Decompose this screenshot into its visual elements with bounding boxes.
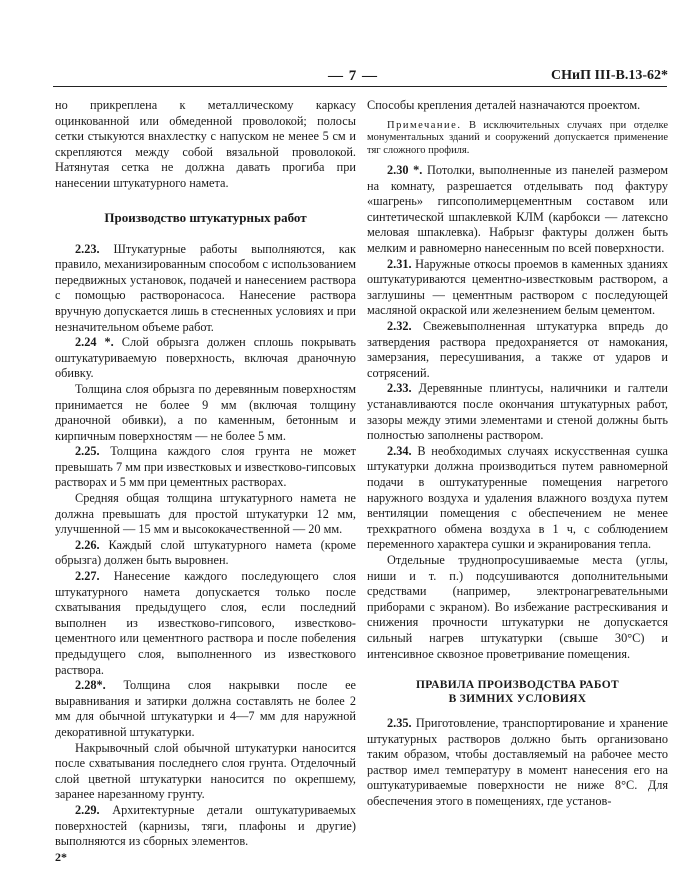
document-code: СНиП III-В.13-62* [551,68,668,83]
clause-number: 2.31. [387,256,412,271]
clause-number: 2.32. [387,319,412,334]
paragraph-2-26 [55,538,356,569]
clause-text: Слой обрызга должен сплошь покрывать оштукатуриваемую поверхность, включая драночную обивку. [55,335,356,381]
clause-number: 2.27. [75,569,100,584]
clause-text: Каждый слой штукатурного намета (кроме обрызга) должен быть выровнен. [55,537,357,568]
paragraph-2-23 [55,242,356,336]
page-number: — 7 — [328,68,378,84]
clause-number: 2.28*. [75,678,106,693]
paragraph-2-25 [55,444,356,491]
signature-mark: 2* [55,849,67,864]
clause-number: 2.24 *. [75,335,114,350]
paragraph-continuation: Способы крепления деталей назначаются проектом. [367,98,641,112]
clause-text: Архитектурные детали оштукатуриваемых поверхностей (карнизы, тяги, плафоны и другие) выполняются из сборных элементов. [55,802,356,849]
clause-text: Нанесение каждого последующего слоя штукатурного намета допускается только после схватывания предыдущего слоя, если последний выполнен из известково-гипсового, известково-цементного или цементного раствора и после побеления предыдущего слоя, выполненного из известкового раствора. [55,569,356,677]
section-title-winter [367,678,668,706]
clause-text: Свежевыполненная штукатурка впредь до затвердения раствора предохраняется от намокания, замерзания, пересушивания, а также от ударов и сотрясений. [367,319,669,380]
right-column [367,98,668,810]
clause-text: Потолки, выполненные из панелей размером на комнату, разрешается отделывать под фактуру «шагрень» гипсополимерцементным составом или синтетической шпаклевкой КЛМ (карбокси — латексно меловая шпаклевка). Набрызг фактуры должен быть мелким и равномерно нанесенным по всей поверхности. [367,163,668,256]
clause-number: 2.35. [387,716,412,731]
clause-number: 2.23. [75,241,100,256]
paragraph-2-34 [367,444,668,553]
note [367,120,668,158]
paragraph-2-34-b: Отдельные труднопросушиваемые места (углы, ниши и т. п.) подсушиваются дополнительными средствами (например, электронагревательными приборами с экраном). Во избежание растрескивания и снижения прочности штукатурки не допускается сильный нагрев штукатурки (свыше 30°С) и интенсивное сквозное проветривание помещения. [367,552,668,661]
paragraph-2-24-b: Толщина слоя обрызга по деревянным поверхностям принимается не более 9 мм (включая толщину драночной обивки), а по каменным, бетонным и кирпичным поверхностям — не более 5 мм. [55,381,356,443]
paragraph-2-32 [367,319,668,381]
note-text: В исключительных случаях при отделке монументальных зданий и сооружений допускается применение тяг сложного профиля. [367,119,668,156]
paragraph-2-35 [367,716,668,810]
section-title-line: В ЗИМНИХ УСЛОВИЯХ [448,693,587,706]
clause-number: 2.30 *. [387,163,423,178]
clause-number: 2.25. [75,444,100,459]
paragraph-2-24 [55,335,356,382]
left-column [55,98,356,865]
paragraph-continuation: но прикреплена к металлическому каркасу оцинкованной или обмеденной проволокой; полосы сетки стыкуются внахлестку с напуском не менее 5 см и скрепляются между собой вязальной проволокой. Натянутая сетка не должна давать прогиба при нанесении штукатурного намета. [55,98,356,190]
clause-text: Приготовление, транспортирование и хранение штукатурных растворов должно быть организовано таким образом, чтобы доставляемый на рабочее место раствор имел температуру в момент нанесения его на оштукатуриваемые поверхности не ниже 8°С. Для обеспечения этого в помещениях, где установ- [367,716,668,809]
clause-number: 2.29. [75,802,100,817]
paragraph-2-33 [367,381,668,443]
clause-text: Деревянные плинтусы, наличники и галтели устанавливаются после окончания штукатурных работ, зазоры между этими элементами и стеной должны быть полностью заполнены раствором. [367,381,668,443]
clause-number: 2.34. [387,443,412,458]
clause-text: Наружные откосы проемов в каменных зданиях оштукатуриваются цементно-известковым раствором, а заглушины — цементным раствором с последующей масляной окраской или железнением белым цементом. [367,256,669,318]
header-rule [53,86,667,87]
clause-text: Толщина каждого слоя грунта не может превышать 7 мм при известковых и известково-гипсовых растворах и 5 мм при цементных растворах. [55,444,356,490]
clause-text: В необходимых случаях искусственная сушка штукатурки должна производиться путем равномерной подачи в оштукатуренные помещения нагретого наружного воздуха и удаления влажного воздуха путем вентиляции помещения с обеспечением не менее трехкратного обмена воздуха в 1 ч, с соблюдением переменного характера сушки и экранирования тепла. [367,443,668,552]
paragraph-2-30 [367,163,668,257]
clause-text: Толщина слоя накрывки после ее выравнивания и затирки должна составлять не более 2 мм для обычной штукатурки и 4—7 мм для наружной декоративной штукатурки. [55,678,356,739]
paragraph-2-25-b: Средняя общая толщина штукатурного намета не должна превышать для простой штукатурки 12 мм, улучшенной — 15 мм и высококачественной — 20 мм. [55,491,356,537]
note-label: Примечание. [387,119,462,131]
paragraph-2-29 [55,803,356,850]
clause-number: 2.33. [387,381,412,396]
clause-text: Штукатурные работы выполняются, как правило, механизированным способом с использованием передвижных установок, подачей и нанесением раствора с помощью растворонасоса. Нанесение раствора вручную допускается лишь в стесненных условиях и при незначительном объеме работ. [55,241,356,334]
section-title: Производство штукатурных работ [104,209,307,225]
section-title-line: ПРАВИЛА ПРОИЗВОДСТВА РАБОТ [416,679,619,692]
paragraph-2-28 [55,678,356,740]
paragraph-2-28-b: Накрывочный слой обычной штукатурки наносится после схватывания последнего слоя грунта. Отделочный слой цветной штукатурки наносится по окрепшему, заранее нарезанному грунту. [55,740,356,802]
paragraph-2-27 [55,569,356,678]
paragraph-2-31 [367,257,668,319]
clause-number: 2.26. [75,537,100,552]
